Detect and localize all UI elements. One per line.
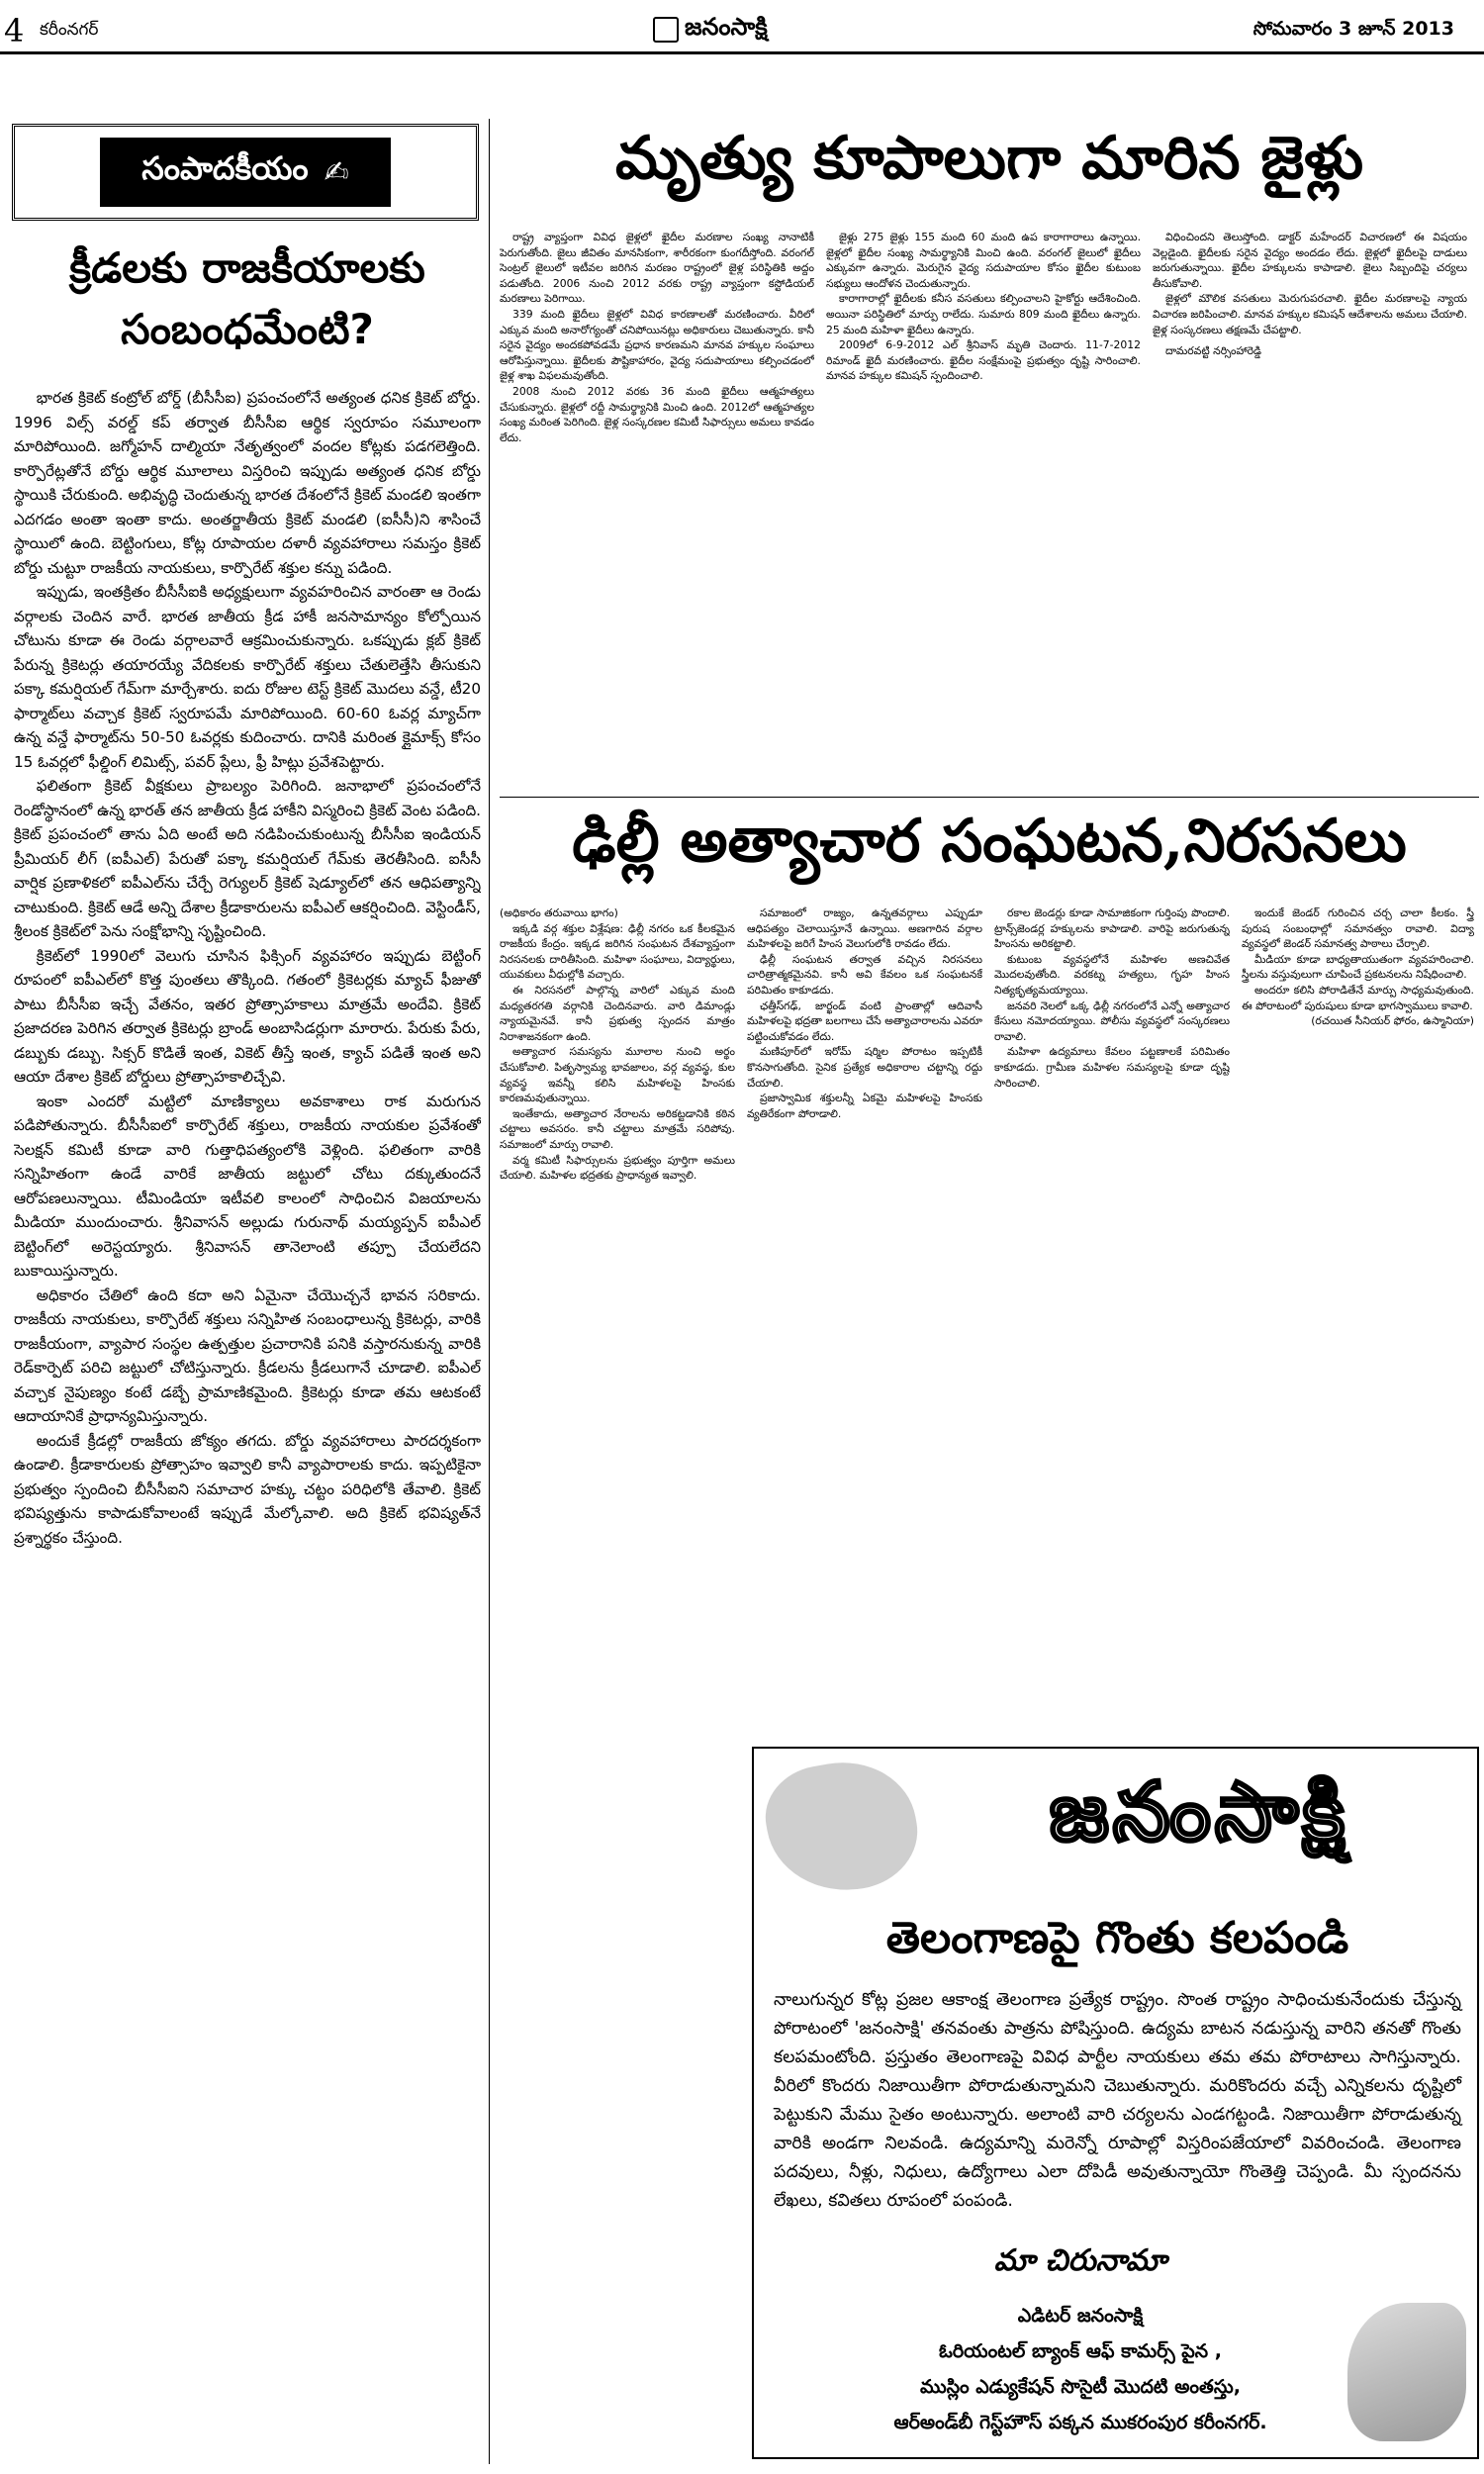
article1-paragraph: 2008 నుంచి 2012 వరకు 36 మంది ఖైదీలు ఆత్మహత్యలు చేసుకున్నారు. జైళ్లలో రద్దీ సామర్థ్యానికి మించి ఉంది. 2012లో ఆత్మహత్యల సంఖ్య మరింత పెరిగింది. జైళ్ల సంస్కరణల కమిటీ సిఫార్సులు అమలు కావడం లేదు. bbox=[500, 384, 814, 444]
ad-address-heading: మా చిరునామా bbox=[993, 2243, 1167, 2278]
article1-paragraph: రాష్ట్ర వ్యాప్తంగా వివిధ జైళ్లలో ఖైదీల మరణాల సంఖ్య నానాటికీ పెరుగుతోంది. జైలు జీవితం మానసికంగా, శారీరకంగా కుంగదీస్తోంది. వరంగల్ సెంట్రల్ జైలులో ఇటీవల జరిగిన మరణం రాష్ట్రంలో జైళ్ల పరిస్థితికి అద్దం పడుతోంది. 2006 నుంచి 2012 వరకు రాష్ట్ర వ్యాప్తంగా కస్టోడియల్ మరణాలు పెరిగాయి. bbox=[500, 231, 814, 306]
article2-column-3 bbox=[994, 905, 1230, 1737]
ad-body: నాలుగున్నర కోట్ల ప్రజల ఆకాంక్ష తెలంగాణ ప్రత్యేక రాష్ట్రం. సొంత రాష్ట్రం సాధించుకునేందుకు చేస్తున్న పోరాటంలో 'జనంసాక్షి' తనవంతు పాత్రను పోషిస్తుంది. ఉద్యమ బాటన నడుస్తున్న వారిని తనతో గొంతు కలపమంటోంది. ప్రస్తుతం తెలంగాణపై వివిధ పార్టీల నాయకులు తమ తమ పోరాటాలు సాగిస్తున్నారు. వీరిలో కొందరు నిజాయితీగా పోరాడుతున్నామని చెబుతున్నారు. మరికొందరు వచ్చే ఎన్నికలను దృష్టిలో పెట్టుకుని మేము సైతం అంటున్నారు. అలాంటి వారి చర్యలను ఎండగట్టండి. నిజాయితీగా పోరాడుతున్న వారికి అండగా నిలవండి. ఉద్యమాన్ని మరెన్నో రూపాల్లో విస్తరింపజేయాలో వివరించండి. తెలంగాణ పదవులు, నీళ్లు, నిధులు, ఉద్యోగాలు ఎలా దోపిడీ అవుతున్నాయో గొంతెత్తి చెప్పండి. మీ స్పందనను లేఖలు, కవితలు రూపంలో పంపండి. bbox=[774, 1990, 1461, 2211]
article2-paragraph: ఢిల్లీ సంఘటన తర్వాత వచ్చిన నిరసనలు చారిత్రాత్మకమైనవి. కానీ అవి కేవలం ఒక సంఘటనకే పరిమితం కాకూడదు. bbox=[747, 952, 982, 997]
ad-address-line: ఎడిటర్ జనంసాక్షి bbox=[1017, 2305, 1144, 2327]
issue-date: సోమవారం 3 జూన్ 2013 bbox=[1252, 18, 1454, 40]
article2-paragraph: రకాల జెండర్లు కూడా సామాజికంగా గుర్తింపు పొందాలి. ట్రాన్స్‌జెండర్ల హక్కులను కాపాడాలి. వారిపై జరుగుతున్న హింసను అరికట్టాలి. bbox=[994, 906, 1230, 951]
article1-column-3 bbox=[1153, 230, 1467, 794]
editorial-paragraph: ఫలితంగా క్రికెట్ వీక్షకులు ప్రాబల్యం పెరిగింది. జనాభాలో ప్రపంచంలోనే రెండోస్థానంలో ఉన్న భారత్ తన జాతీయ క్రీడ హాకీని విస్మరించి క్రికెట్ వెంట పడింది. క్రికెట్ ప్రపంచంలో తాను ఏది అంటే అది నడిపించుకుంటున్న బీసీసీఐ ఇండియన్ ప్రీమియర్ లీగ్ (ఐపీఎల్) పేరుతో పక్కా కమర్షియల్ గేమ్‌కు తెరతీసింది. ఐసీసీ వార్షిక ప్రణాళికలో ఐపీఎల్‌ను చేర్చే రెగ్యులర్ క్రికెట్ షెడ్యూల్‌లో తన ఆధిపత్యాన్ని చాటుకుంది. క్రికెట్ ఆడే అన్ని దేశాల క్రీడాకారులను ఐపీఎల్ ఆకర్షించింది. వెస్టిండీస్, శ్రీలంక క్రికెట్‌లో పెను సంక్షోభాన్ని సృష్టించింది. bbox=[14, 777, 481, 940]
article2-paragraph: అత్యాచార సమస్యను మూలాల నుంచి అర్థం చేసుకోవాలి. పితృస్వామ్య భావజాలం, వర్గ వ్యవస్థ, కుల వ్యవస్థ ఇవన్నీ కలిసి మహిళలపై హింసకు కారణమవుతున్నాయి. bbox=[500, 1045, 735, 1105]
editorial-paragraph: క్రికెట్‌లో 1990లో వెలుగు చూసిన ఫిక్సింగ్ వ్యవహారం ఇప్పుడు బెట్టింగ్ రూపంలో ఐపీఎల్‌లో కొత్త పుంతలు తొక్కింది. గతంలో క్రికెటర్లకు మ్యాచ్ ఫీజుతో పాటు బీసీసీఐ ఇచ్చే వేతనం, ఇతర ప్రోత్సాహకాలు మాత్రమే అందేవి. క్రికెట్ ప్రజాదరణ పెరిగిన తర్వాత క్రికెటర్లు బ్రాండ్ అంబాసిడర్లుగా మారారు. పేరుకు పేరు, డబ్బుకు డబ్బు. సిక్సర్ కొడితే ఇంత, వికెట్ తీస్తే ఇంత, క్యాచ్ పడితే ఇంత అని ఆయా దేశాల క్రికెట్ బోర్డులు ప్రోత్సాహకాలిచ్చేవి. bbox=[14, 946, 481, 1086]
editorial-title: క్రీడలకు రాజకీయాలకు సంబంధమేంటి? bbox=[69, 243, 425, 353]
article1-paragraph: 339 మంది ఖైదీలు జైళ్లలో వివిధ కారణాలతో మరణించారు. వీరిలో ఎక్కువ మంది అనారోగ్యంతో చనిపోయినట్లు అధికారులు చెబుతున్నారు. కానీ సరైన వైద్యం అందకపోవడమే ప్రధాన కారణమని మానవ హక్కుల సంఘాలు ఆరోపిస్తున్నాయి. ఖైదీలకు పౌష్టికాహారం, వైద్య సదుపాయాలు కల్పించడంలో జైళ్ల శాఖ విఫలమవుతోంది. bbox=[500, 307, 814, 383]
ad-address-line: ఆర్‌అండ్‌బీ గెస్ట్‌హౌస్ పక్కన ముకరంపుర కరీంనగర్. bbox=[893, 2412, 1267, 2433]
editorial-label-box bbox=[12, 124, 479, 221]
column-divider bbox=[489, 119, 490, 2464]
article1-paragraph: కారాగారాల్లో ఖైదీలకు కనీస వసతులు కల్పించాలని హైకోర్టు ఆదేశించింది. అయినా పరిస్థితిలో మార్పు రాలేదు. సుమారు 809 మంది ఖైదీలు ఉన్నారు. 25 మంది మహిళా ఖైదీలు ఉన్నారు. bbox=[826, 292, 1141, 336]
writing-hand-icon bbox=[1347, 2303, 1466, 2441]
article1-paragraph: విధించిందని తెలుస్తోంది. డాక్టర్ మహేందర్ విచారణలో ఈ విషయం వెల్లడైంది. ఖైదీలకు సరైన వైద్యం అందడం లేదు. జైళ్లలో ఖైదీలపై దాడులు జరుగుతున్నాయి. ఖైదీల హక్కులను కాపాడాలి. జైలు సిబ్బందిపై చర్యలు తీసుకోవాలి. bbox=[1153, 231, 1467, 290]
editorial-section-label: సంపాదకీయం bbox=[141, 149, 309, 187]
article1-column-1 bbox=[500, 230, 814, 794]
article2-headline: ఢిల్లీ అత్యాచార సంఘటన,నిరసనలు bbox=[572, 807, 1407, 876]
article2-paragraph: ఛత్తీస్‌గఢ్, జార్ఖండ్ వంటి ప్రాంతాల్లో ఆదివాసీ మహిళలపై భద్రతా బలగాలు చేసే అత్యాచారాలను ఎవరూ పట్టించుకోవడం లేదు. bbox=[747, 999, 982, 1043]
article2-paragraph: అందరూ కలిసి పోరాడితేనే మార్పు సాధ్యమవుతుంది. ఈ పోరాటంలో పురుషులు కూడా భాగస్వాములు కావాలి. bbox=[1242, 983, 1474, 1012]
editorial-paragraph: భారత క్రికెట్ కంట్రోల్ బోర్డ్ (బీసీసీఐ) ప్రపంచంలోనే అత్యంత ధనిక క్రికెట్ బోర్డు. 1996 విల్స్ వరల్డ్ కప్ తర్వాత బీసీసీఐ ఆర్థిక స్వరూపం సమూలంగా మారిపోయింది. జగ్మోహన్ దాల్మియా నేతృత్వంలో వందల కోట్లకు పడగలెత్తింది. కార్పొరేట్లతోనే బోర్డు ఆర్థిక మూలాలు విస్తరించి ఇప్పుడు అత్యంత ధనిక బోర్డు స్థాయికి చేరుకుంది. అభివృద్ధి చెందుతున్న భారత దేశంలోనే క్రికెట్ మండలి ఇంతగా ఎదగడం అంతా ఇంతా కాదు. అంతర్జాతీయ క్రికెట్ మండలి (ఐసీసీ)ని శాసించే స్థాయిలో ఉంది. బెట్టింగులు, కోట్ల రూపాయల దళారీ వ్యవహారాలు సమస్తం క్రికెట్ బోర్డు చుట్టూ రాజకీయ నాయకులు, కార్పొరేట్ శక్తుల కన్ను పడింది. bbox=[14, 389, 481, 577]
telangana-map-icon bbox=[758, 1751, 926, 1903]
article1-headline: మృత్యు కూపాలుగా మారిన జైళ్లు bbox=[614, 124, 1364, 193]
pen-icon: ✍ bbox=[324, 154, 349, 190]
article2-paragraph: ఇక్కడి వర్గ శక్తుల విశ్లేషణ: ఢిల్లీ నగరం ఒక కీలకమైన రాజకీయ కేంద్రం. ఇక్కడ జరిగిన సంఘటన దేశవ్యాప్తంగా నిరసనలకు దారితీసింది. మహిళా సంఘాలు, విద్యార్థులు, యువకులు వీధుల్లోకి వచ్చారు. bbox=[500, 921, 735, 982]
ad-brand: జనంసాక్షి bbox=[1049, 1765, 1349, 1859]
article2-paragraph: మహిళా ఉద్యమాలు కేవలం పట్టణాలకే పరిమితం కాకూడదు. గ్రామీణ మహిళల సమస్యలపై కూడా దృష్టి సారించాలి. bbox=[994, 1045, 1230, 1090]
page-header bbox=[0, 0, 1484, 57]
ad-tagline: తెలంగాణపై గొంతు కలపండి bbox=[885, 1913, 1349, 1963]
newspaper-icon bbox=[653, 17, 679, 43]
article1-column-2 bbox=[826, 230, 1141, 794]
article2-paragraph: ఇందుకే జెండర్ గురించిన చర్చ చాలా కీలకం. స్త్రీ పురుష సంబంధాల్లో సమానత్వం రావాలి. విద్యా వ్యవస్థలో జెండర్ సమానత్వ పాఠాలు చేర్చాలి. bbox=[1242, 906, 1474, 951]
editorial-paragraph: ఇంకా ఎందరో మట్టిలో మాణిక్యాలు అవకాశాలు రాక మరుగున పడిపోతున్నారు. బీసీసీఐలో కార్పొరేట్ శక్తులు, రాజకీయ నాయకుల ప్రవేశంతో సెలక్షన్ కమిటీ కూడా వారి గుత్తాధిపత్యంలోకి వెళ్లింది. ఫలితంగా వారికి సన్నిహితంగా ఉండే వారికే జాతీయ జట్టులో చోటు దక్కుతుందనే ఆరోపణలున్నాయి. టీమిండియా ఇటీవలి కాలంలో సాధించిన విజయాలను మీడియా ముందుంచారు. శ్రీనివాసన్ అల్లుడు గురునాథ్ మయ్యప్పన్ ఐపీఎల్ బెట్టింగ్‌లో అరెస్టయ్యారు. శ్రీనివాసన్ తానెలాంటి తప్పూ చేయలేదని బుకాయిస్తున్నారు. bbox=[14, 1092, 481, 1280]
article2-column-1 bbox=[500, 905, 735, 2464]
editorial-paragraph: అధికారం చేతిలో ఉంది కదా అని ఏమైనా చేయొచ్చనే భావన సరికాదు. రాజకీయ నాయకులు, కార్పొరేట్ శక్తులు సన్నిహిత సంబంధాలున్న క్రికెటర్లు, వారికి రాజకీయంగా, వ్యాపార సంస్థల ఉత్పత్తుల ప్రచారానికి పనికి వస్తారనుకున్న వారికి రెడ్‌కార్పెట్ పరిచి జట్టులో చోటిస్తున్నారు. క్రీడలను క్రీడలుగానే చూడాలి. ఐపీఎల్ వచ్చాక నైపుణ్యం కంటే డబ్బే ప్రామాణికమైంది. క్రికెటర్లు కూడా తమ ఆటకంటే ఆదాయానికే ప్రాధాన్యమిస్తున్నారు. bbox=[14, 1285, 481, 1425]
ad-address-line: ముస్లిం ఎడ్యుకేషన్ సొసైటీ మొదటి అంతస్తు, bbox=[920, 2376, 1241, 2398]
editorial-paragraph: ఇప్పుడు, ఇంతక్రితం బీసీసీఐకి అధ్యక్షులుగా వ్యవహరించిన వారంతా ఆ రెండు వర్గాలకు చెందిన వారే. భారత జాతీయ క్రీడ హాకీ జనసామాన్యం కోల్పోయిన చోటును కూడా ఈ రెండు వర్గాలవారే ఆక్రమించుకున్నారు. ఒకప్పుడు క్లబ్ క్రికెట్ పేరున్న క్రికెటర్లు తయారయ్యే వేదికలకు కార్పొరేట్ శక్తులు చేతులెత్తేసి తీసుకుని పక్కా కమర్షియల్ గేమ్‌గా మార్చేశారు. ఐదు రోజుల టెస్ట్ క్రికెట్ మొదలు వన్డే, టీ20 ఫార్మాట్‌లు వచ్చాక క్రికెట్ స్వరూపమే మారిపోయింది. 60-60 ఓవర్ల మ్యాచ్‌గా ఉన్న వన్డే ఫార్మాట్‌ను 50-50 ఓవర్లకు కుదించారు. దానికి మరింత క్లైమాక్స్ కోసం 15 ఓవర్లలో ఫీల్డింగ్ లిమిట్స్, పవర్ ప్లేలు, ఫ్రీ హిట్లు ప్రవేశపెట్టారు. bbox=[14, 583, 481, 771]
article1-byline: దామరవట్టి నర్సింహారెడ్డి bbox=[1164, 344, 1262, 358]
edition-label: కరీంనగర్ bbox=[40, 20, 99, 40]
article1-paragraph: జైళ్లు 275 జైళ్లు 155 మంది 60 మంది ఉప కారాగారాలు ఉన్నాయి. జైళ్లలో ఖైదీల సంఖ్య సామర్థ్యానికి మించి ఉంది. వరంగల్ జైలులో ఖైదీలు ఎక్కువగా ఉన్నారు. మెరుగైన వైద్య సదుపాయాల కోసం ఖైదీల కుటుంబ సభ్యులు ఆందోళన చెందుతున్నారు. bbox=[826, 231, 1141, 290]
article2-paragraph: మణిపూర్‌లో ఇరోమ్ షర్మిల పోరాటం ఇప్పటికీ కొనసాగుతోంది. సైనిక ప్రత్యేక అధికారాల చట్టాన్ని రద్దు చేయాలి. bbox=[747, 1045, 982, 1090]
article2-paragraph: ఇంతేకాదు, అత్యాచార నేరాలను అరికట్టడానికి కఠిన చట్టాలు అవసరం. కానీ చట్టాలు మాత్రమే సరిపోవు. సమాజంలో మార్పు రావాలి. bbox=[500, 1106, 735, 1151]
page-number: 4 bbox=[4, 12, 25, 49]
article2-paragraph: కుటుంబ వ్యవస్థలోనే మహిళల అణచివేత మొదలవుతోంది. వరకట్న హత్యలు, గృహ హింస నిత్యకృత్యమయ్యాయి. bbox=[994, 952, 1230, 997]
header-rule bbox=[0, 51, 1484, 54]
article2-paragraph: ఈ నిరసనలో పాల్గొన్న వారిలో ఎక్కువ మంది మధ్యతరగతి వర్గానికి చెందినవారు. వారి డిమాండ్లు న్యాయమైనవే. కానీ ప్రభుత్వ స్పందన మాత్రం నిరాశాజనకంగా ఉంది. bbox=[500, 983, 735, 1043]
article2-paragraph: మీడియా కూడా బాధ్యతాయుతంగా వ్యవహరించాలి. స్త్రీలను వస్తువులుగా చూపించే ప్రకటనలను నిషేధించాలి. bbox=[1242, 952, 1474, 982]
ad-address-line: ఓరియంటల్ బ్యాంక్ ఆఫ్ కామర్స్ పైన , bbox=[939, 2340, 1222, 2362]
article2-column-4 bbox=[1242, 905, 1474, 1737]
editorial-body bbox=[14, 386, 481, 2454]
article2-paragraph: సమాజంలో రాజ్యం, ఉన్నతవర్గాలు ఎప్పుడూ ఆధిపత్యం చెలాయిస్తూనే ఉన్నాయి. అణగారిన వర్గాల మహిళలపై జరిగే హింస వెలుగులోకి రావడం లేదు. bbox=[747, 906, 982, 951]
masthead-logo: జనంసాక్షి bbox=[653, 12, 768, 48]
article2-paragraph: ప్రజాస్వామిక శక్తులన్నీ ఏకమై మహిళలపై హింసకు వ్యతిరేకంగా పోరాడాలి. bbox=[747, 1092, 982, 1120]
article2-byline: (రచయిత సీనియర్ ఫోరం, ఉస్మానియా) bbox=[1311, 1014, 1474, 1028]
article1-paragraph: జైళ్లలో మౌలిక వసతులు మెరుగుపరచాలి. ఖైదీల మరణాలపై న్యాయ విచారణ జరిపించాలి. మానవ హక్కుల కమిషన్ ఆదేశాలను అమలు చేయాలి. జైళ్ల సంస్కరణలు తక్షణమే చేపట్టాలి. bbox=[1153, 292, 1467, 336]
article2-subhead: (అధికారం తరువాయి భాగం) bbox=[500, 906, 618, 919]
article1-paragraph: 2009లో 6-9-2012 ఎల్ శ్రీనివాస్ మృతి చెందారు. 11-7-2012 రిమాండ్ ఖైదీ మరణించారు. ఖైదీల సంక్షేమంపై ప్రభుత్వం దృష్టి సారించాలి. మానవ హక్కుల కమిషన్ స్పందించాలి. bbox=[826, 338, 1141, 383]
article2-paragraph: జనవరి నెలలో ఒక్క ఢిల్లీ నగరంలోనే ఎన్నో అత్యాచార కేసులు నమోదయ్యాయి. పోలీసు వ్యవస్థలో సంస్కరణలు రావాలి. bbox=[994, 999, 1230, 1043]
article2-paragraph: వర్మ కమిటీ సిఫార్సులను ప్రభుత్వం పూర్తిగా అమలు చేయాలి. మహిళల భద్రతకు ప్రాధాన్యత ఇవ్వాలి. bbox=[500, 1153, 735, 1183]
ad-address bbox=[823, 2298, 1338, 2440]
janamsakshi-ad bbox=[752, 1747, 1479, 2459]
editorial-paragraph: అందుకే క్రీడల్లో రాజకీయ జోక్యం తగదు. బోర్డు వ్యవహారాలు పారదర్శకంగా ఉండాలి. క్రీడాకారులకు ప్రోత్సాహం ఇవ్వాలి కానీ వ్యాపారాలకు కాదు. ఇప్పటికైనా ప్రభుత్వం స్పందించి బీసీసీఐని సమాచార హక్కు చట్టం పరిధిలోకి తేవాలి. క్రికెట్ భవిష్యత్తును కాపాడుకోవాలంటే ఇప్పుడే మేల్కోవాలి. అది క్రికెట్ భవిష్యత్‌నే ప్రశ్నార్థకం చేస్తుంది. bbox=[14, 1431, 481, 1547]
